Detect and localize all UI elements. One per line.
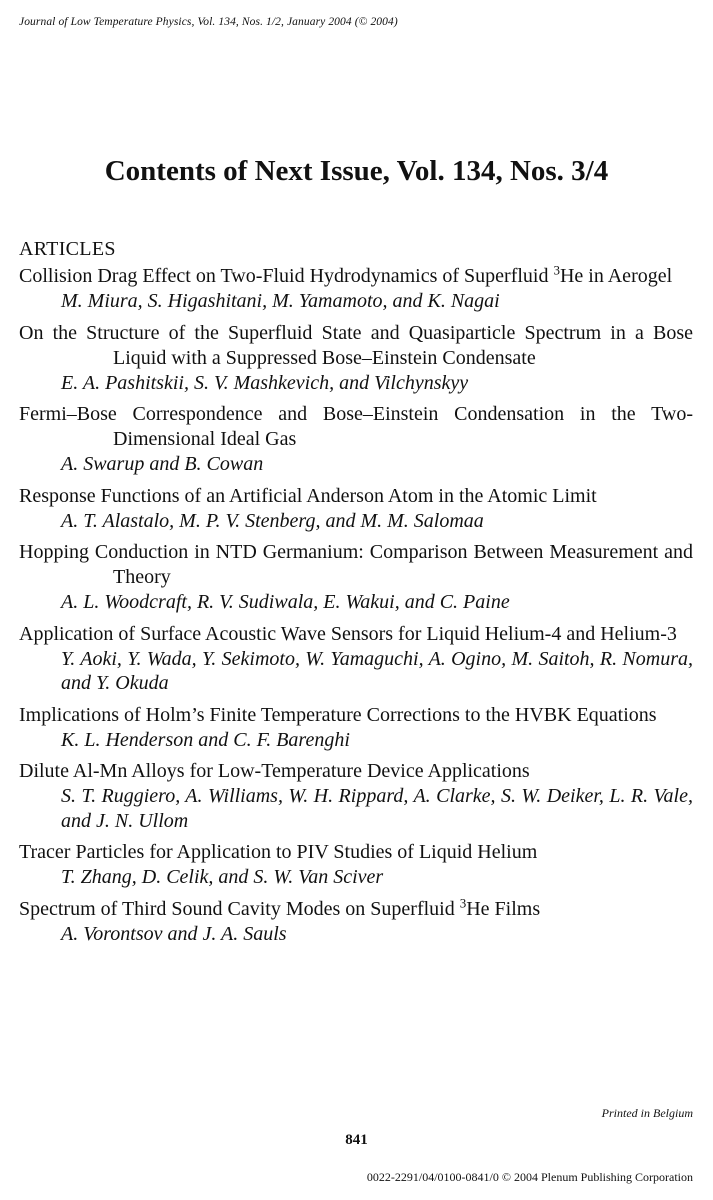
- article-authors: A. Swarup and B. Cowan: [61, 453, 264, 475]
- article-title: Response Functions of an Artificial Anderson Atom in the Atomic Limit: [19, 484, 597, 507]
- article-entry: [19, 540, 693, 615]
- article-entry: [19, 484, 693, 534]
- article-entry: [19, 264, 693, 314]
- article-entry: [19, 703, 693, 753]
- article-list: [19, 264, 693, 953]
- article-authors: Y. Aoki, Y. Wada, Y. Sekimoto, W. Yamaguchi, A. Ogino, M. Saitoh, R. Nomura, and Y. Okuda: [61, 647, 693, 694]
- article-authors: A. L. Woodcraft, R. V. Sudiwala, E. Wakui, and C. Paine: [61, 591, 510, 613]
- article-title: Fermi–Bose Correspondence and Bose–Einstein Condensation in the Two-Dimensional Ideal Gas: [19, 403, 693, 450]
- article-authors: A. T. Alastalo, M. P. V. Stenberg, and M. M. Salomaa: [61, 509, 484, 532]
- article-title: Tracer Particles for Application to PIV Studies of Liquid Helium: [19, 841, 538, 863]
- article-entry: [19, 840, 693, 890]
- article-authors: T. Zhang, D. Celik, and S. W. Van Sciver: [61, 866, 384, 888]
- article-title: Implications of Holm’s Finite Temperature Corrections to the HVBK Equations: [19, 703, 657, 726]
- page-title: Contents of Next Issue, Vol. 134, Nos. 3/4: [104, 155, 609, 187]
- article-entry: [19, 622, 693, 696]
- article-title: Application of Surface Acoustic Wave Sensors for Liquid Helium-4 and Helium-3: [19, 622, 677, 645]
- article-authors: A. Vorontsov and J. A. Sauls: [61, 922, 287, 945]
- page-number: 841: [345, 1132, 368, 1148]
- printed-in-note: Printed in Belgium: [601, 1106, 693, 1120]
- article-title: Dilute Al-Mn Alloys for Low-Temperature Device Applications: [19, 760, 530, 782]
- article-entry: [19, 402, 693, 477]
- article-title: On the Structure of the Superfluid State and Quasiparticle Spectrum in a Bose Liquid with a Suppressed Bose–Einstein Condensate: [19, 321, 693, 369]
- article-entry: [19, 759, 693, 833]
- article-authors: E. A. Pashitskii, S. V. Mashkevich, and Vilchynskyy: [61, 371, 469, 394]
- article-title: Collision Drag Effect on Two-Fluid Hydrodynamics of Superfluid $^3$He in Aerogel: [19, 262, 673, 287]
- journal-header: Journal of Low Temperature Physics, Vol. 134, Nos. 1/2, January 2004 (© 2004): [19, 16, 398, 28]
- article-entry: [19, 321, 693, 396]
- article-authors: K. L. Henderson and C. F. Barenghi: [61, 728, 350, 751]
- section-label-articles: ARTICLES: [19, 238, 116, 260]
- article-authors: M. Miura, S. Higashitani, M. Yamamoto, and K. Nagai: [61, 290, 500, 312]
- article-authors: S. T. Ruggiero, A. Williams, W. H. Rippard, A. Clarke, S. W. Deiker, L. R. Vale, and J. N. Ullom: [61, 785, 693, 832]
- article-title: Hopping Conduction in NTD Germanium: Comparison Between Measurement and Theory: [19, 541, 693, 588]
- article-entry: [19, 894, 693, 947]
- article-title: Spectrum of Third Sound Cavity Modes on Superfluid $^3$He Films: [19, 894, 541, 920]
- copyright-line: 0022-2291/04/0100-0841/0 © 2004 Plenum Publishing Corporation: [366, 1170, 693, 1184]
